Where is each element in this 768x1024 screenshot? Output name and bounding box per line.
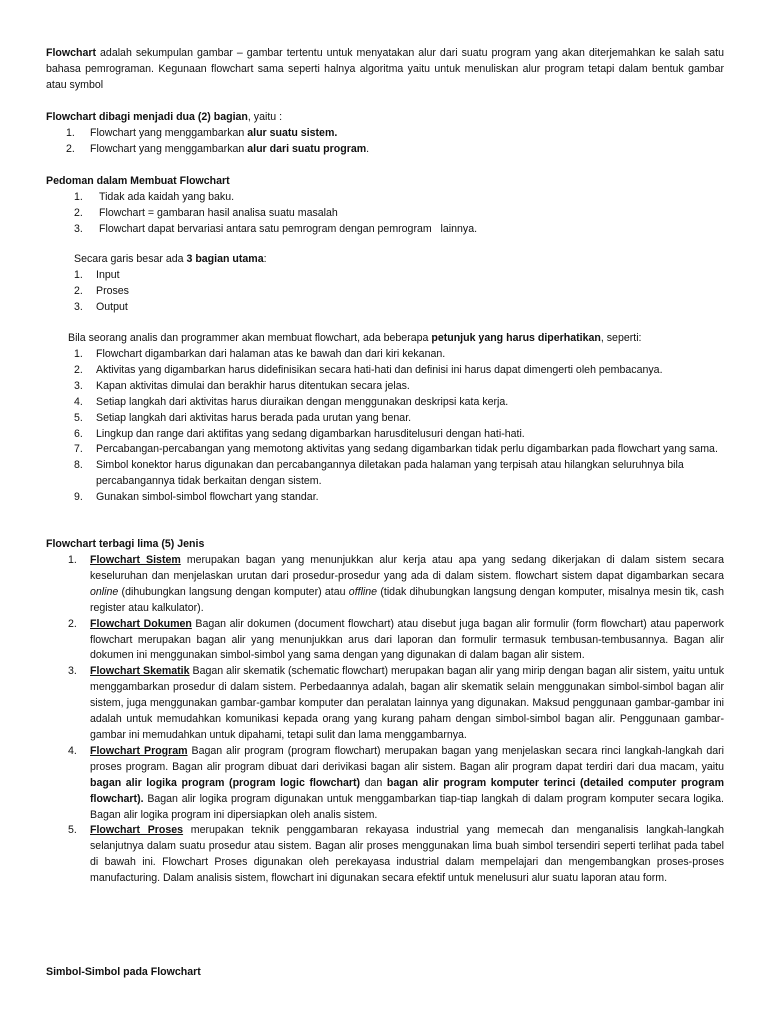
list-number: 1. — [66, 127, 75, 139]
list-item — [74, 347, 724, 363]
tips-list — [74, 347, 724, 506]
list-number: 3. — [74, 300, 83, 313]
list-item: 2. Flowchart Dokumen Bagan alir dokumen (document flowchart) atau disebut juga bagan alir formulir (form flowchart) atau paperwork flowchart merupakan bagan alir yang menunjukkan arus dari laporan dan formulir termasuk tembusan-tembusannya. Bagan alir dokumen ini menggunakan simbol-simbol yang sama dengan yang digunakan di dalam bagan alir sistem. — [68, 617, 724, 662]
list-text-bold: alur suatu sistem. — [247, 127, 338, 139]
list-text-bold: alur dari suatu program — [247, 142, 367, 155]
list-text: Kapan aktivitas dimulai dan berakhir harus ditentukan secara jelas. — [96, 379, 410, 392]
list-text: Percabangan-percabangan yang memotong aktivitas yang sedang digambarkan tidak perlu digambarkan pada flowchart yang sama. — [96, 443, 718, 456]
list-number: 2. — [66, 142, 75, 155]
list-number: 8. — [74, 459, 83, 472]
list-text: Flowchart yang menggambarkan — [90, 127, 248, 139]
list-number: 5. — [74, 411, 83, 424]
list-number: 1. — [74, 348, 83, 360]
types-heading: Flowchart terbagi lima (5) Jenis — [46, 538, 205, 550]
list-item — [74, 222, 724, 238]
list-text: Output — [96, 300, 128, 313]
type-title: Flowchart Skematik — [90, 665, 190, 678]
list-number: 1. — [74, 269, 83, 281]
list-item — [74, 379, 724, 395]
intro-text: adalah sekumpulan gambar – gambar tertentu untuk menyatakan alur dari suatu program yang akan diterjemahkan ke salah satu bahasa pemrograman. Kegunaan flowchart sama seperti halnya algoritma yaitu untuk menuliskan alur program tetapi dalam bentuk gambar atau symbol — [46, 47, 724, 91]
list-text: . — [366, 142, 370, 155]
types-list — [68, 553, 724, 887]
list-item — [74, 363, 724, 379]
list-text: Proses — [96, 284, 129, 297]
type-title: Flowchart Program — [90, 744, 188, 757]
guidelines-list — [74, 190, 724, 238]
list-number: 2. — [68, 617, 77, 630]
list-item — [74, 458, 724, 490]
list-item — [74, 190, 724, 206]
list-item — [74, 300, 724, 316]
list-item — [74, 395, 724, 411]
type-title: Flowchart Proses — [90, 824, 184, 837]
list-number: 2. — [74, 363, 83, 376]
list-number: 2. — [74, 206, 83, 219]
division-heading-bold: Flowchart dibagi menjadi dua (2) bagian — [46, 111, 248, 123]
list-number: 5. — [68, 824, 77, 837]
list-item — [66, 142, 724, 158]
guidelines-heading: Pedoman dalam Membuat Flowchart — [46, 175, 230, 187]
type-title: Flowchart Dokumen — [90, 617, 192, 630]
list-number: 1. — [68, 554, 77, 566]
list-number: 2. — [74, 284, 83, 297]
list-number: 9. — [74, 491, 83, 504]
list-item: 3. Flowchart Skematik Bagan alir skematik (schematic flowchart) merupakan bagan alir yang mirip dengan bagan alir sistem, yaitu untuk menggambarkan prosedur di dalam sistem. Perbedaannya adalah, bagan alir skematik selain menggunakan simbol-simbol bagan alir sistem, juga menggunakan gambar-gambar komputer dan peralatan lainnya yang digunakan. Maksud penggunaan gambar-gambar ini adalah untuk memudahkan komunikasi kepada orang yang kurang paham dengan simbol-simbol bagan alir. Penggunaan gambar-gambar ini memudahkan untuk dipahami, tetapi sulit dan lama menggambarnya. — [68, 665, 724, 741]
list-item — [74, 284, 724, 300]
list-item — [66, 126, 724, 142]
list-text: Setiap langkah dari aktivitas harus diuraikan dengan menggunakan deskripsi kata kerja. — [96, 395, 509, 408]
list-text: Flowchart dapat bervariasi antara satu pemrogram dengan pemrogram lainnya. — [99, 222, 478, 235]
list-text: Gunakan simbol-simbol flowchart yang standar. — [96, 491, 319, 504]
main-parts-intro: Secara garis besar ada 3 bagian utama: — [74, 253, 267, 265]
list-number: 4. — [68, 744, 77, 757]
list-text: Flowchart yang menggambarkan — [90, 142, 248, 155]
list-number: 6. — [74, 427, 83, 440]
list-number: 7. — [74, 443, 83, 456]
division-heading-rest: , yaitu : — [247, 111, 283, 123]
division-heading — [46, 110, 724, 126]
symbols-heading: Simbol-Simbol pada Flowchart — [46, 966, 201, 978]
list-item: 5. Flowchart Proses merupakan teknik penggambaran rekayasa industrial yang memecah dan menganalisis langkah-langkah selanjutnya dalam suatu prosedur atau sistem. Bagan alir proses menggunakan lima buah simbol tersendiri seperti terlihat pada tabel di bawah ini. Flowchart Proses digunakan oleh perekayasa industrial dalam mempelajari dan mengembangkan proses-proses manufacturing. Dalam analisis sistem, flowchart ini digunakan secara efektif untuk menelusuri alur suatu laporan atau form. — [68, 824, 724, 885]
list-number: 3. — [74, 379, 83, 392]
list-text: Flowchart = gambaran hasil analisa suatu masalah — [99, 206, 338, 219]
list-item: 4. Flowchart Program Bagan alir program (program flowchart) merupakan bagan yang menjelaskan secara rinci langkah-langkah dari proses program. Bagan alir program dibuat dari derivikasi bagan alir sistem. Bagan alir program dapat terdiri dari dua macam, yaitu bagan alir logika program (program logic flowchart) dan bagan alir program komputer terinci (detailed computer program flowchart). Bagan alir logika program digunakan untuk menggambarkan tiap-tiap langkah di dalam program komputer secara logika. Bagan alir logika program ini dipersiapkan oleh analis sistem. — [68, 744, 724, 821]
list-item — [74, 442, 724, 458]
list-item — [74, 411, 724, 427]
tips-intro: Bila seorang analis dan programmer akan membuat flowchart, ada beberapa petunjuk yang harus diperhatikan, seperti: — [68, 332, 642, 344]
division-list — [66, 126, 724, 158]
list-item: 1. Flowchart Sistem merupakan bagan yang menunjukkan alur kerja atau apa yang sedang dikerjakan di dalam sistem secara keseluruhan dan menjelaskan urutan dari prosedur-prosedur yang ada di dalam sistem. flowchart sistem dapat digambarkan secara online (dihubungkan langsung dengan komputer) atau offline (tidak dihubungkan langsung dengan komputer, misalnya mesin tik, cash register atau kalkulator). — [68, 554, 724, 614]
list-number: 4. — [74, 395, 83, 408]
list-number: 1. — [74, 191, 83, 203]
main-parts-list — [74, 268, 724, 316]
list-text: Lingkup dan range dari aktifitas yang sedang digambarkan harusditelusuri dengan hati-hati. — [96, 427, 525, 440]
list-item — [74, 490, 724, 506]
list-text: Tidak ada kaidah yang baku. — [99, 191, 235, 203]
list-item — [74, 427, 724, 443]
list-text: Flowchart digambarkan dari halaman atas ke bawah dan dari kiri kekanan. — [96, 348, 446, 360]
list-text: Setiap langkah dari aktivitas harus berada pada urutan yang benar. — [96, 411, 412, 424]
list-number: 3. — [74, 222, 83, 235]
list-text: Simbol konektor harus digunakan dan percabangannya diletakan pada halaman yang terpisah atau hilangkan seluruhnya bila percabangannya tidak berkaitan dengan sistem. — [96, 459, 684, 488]
list-text: Input — [96, 269, 120, 281]
intro-paragraph — [46, 46, 724, 94]
list-item — [74, 206, 724, 222]
type-title: Flowchart Sistem — [90, 554, 181, 566]
list-item — [74, 268, 724, 284]
list-number: 3. — [68, 665, 77, 678]
intro-term: Flowchart — [46, 47, 97, 59]
list-text: Aktivitas yang digambarkan harus didefinisikan secara hati-hati dan definisi ini harus dapat dimengerti oleh pembacanya. — [96, 363, 663, 376]
